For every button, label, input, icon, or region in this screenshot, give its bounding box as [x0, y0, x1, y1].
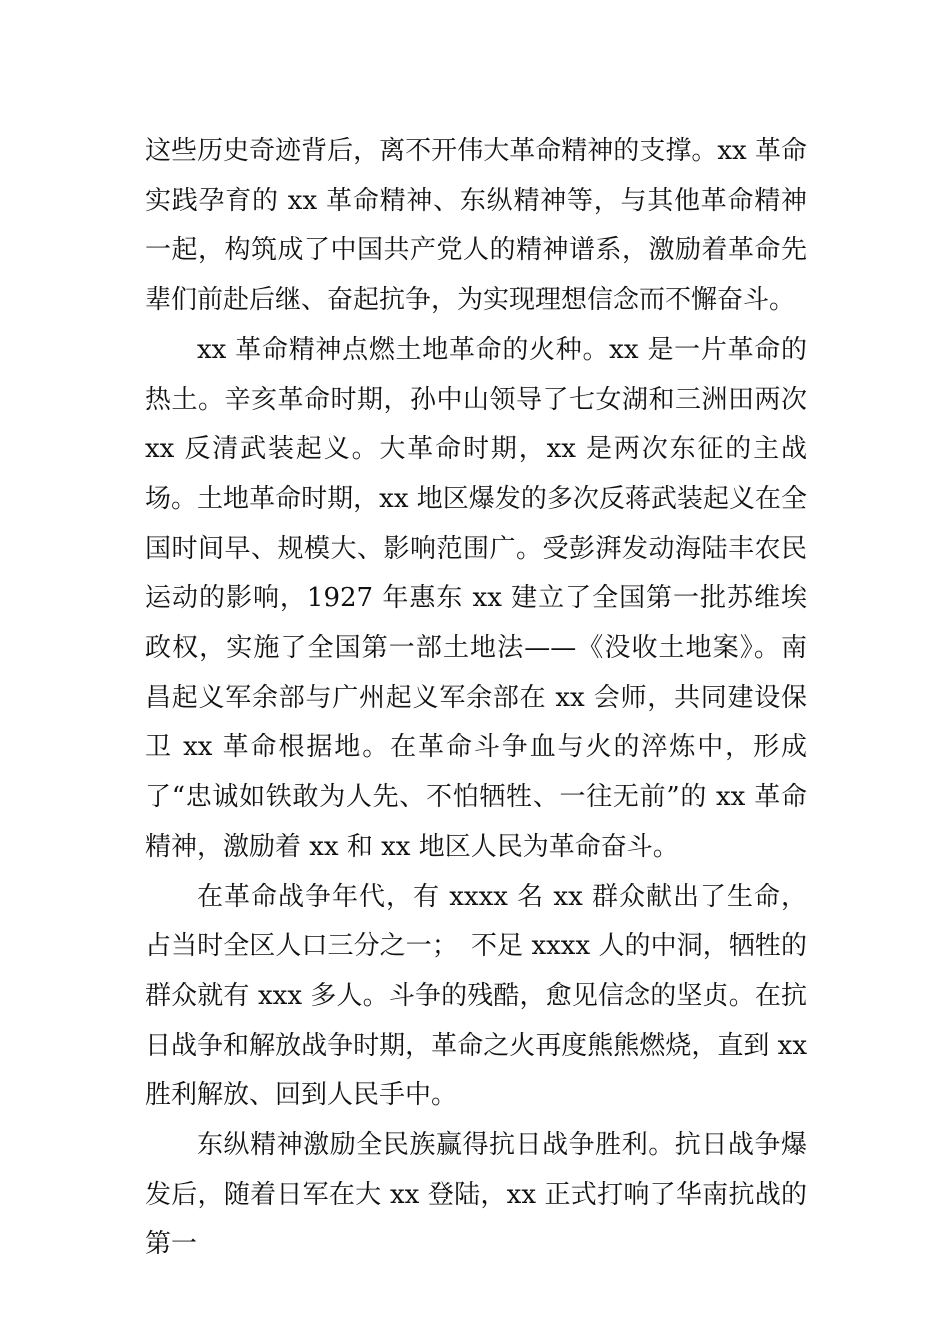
paragraph-1: 这些历史奇迹背后，离不开伟大革命精神的支撑。xx 革命实践孕育的 xx 革命精神、东纵精神等，与其他革命精神一起，构筑成了中国共产党人的精神谱系，激励着革命先辈们前赴后继、奋起抗争，为实现理想信念而不懈奋斗。: [145, 136, 807, 316]
document-body: [145, 127, 807, 1270]
paragraph-3: 在革命战争年代，有 xxxx 名 xx 群众献出了生命，占当时全区人口三分之一； 不足 xxxx 人的中洞，牺牲的群众就有 xxx 多人。斗争的残酷，愈见信念的坚贞。在抗日战争和解放战争时期，革命之火再度熊熊燃烧，直到 xx 胜利解放、回到人民手中。: [145, 881, 807, 1111]
paragraph-4: 东纵精神激励全民族赢得抗日战争胜利。抗日战争爆发后，随着日军在大 xx 登陆，xx 正式打响了华南抗战的第一: [145, 1130, 807, 1260]
paragraph-2: xx 革命精神点燃土地革命的火种。xx 是一片革命的热土。辛亥革命时期，孙中山领导了七女湖和三洲田两次 xx 反清武装起义。大革命时期，xx 是两次东征的主战场。土地革命时期，xx 地区爆发的多次反蒋武装起义在全国时间早、规模大、影响范围广。受彭湃发动海陆丰农民运动的影响，1927 年惠东 xx 建立了全国第一批苏维埃政权，实施了全国第一部土地法——《没收土地案》。南昌起义军余部与广州起义军余部在 xx 会师，共同建设保卫 xx 革命根据地。在革命斗争血与火的淬炼中，形成了“忠诚如铁敢为人先、不怕牺牲、一往无前”的 xx 革命精神，激励着 xx 和 xx 地区人民为革命奋斗。: [145, 334, 807, 862]
